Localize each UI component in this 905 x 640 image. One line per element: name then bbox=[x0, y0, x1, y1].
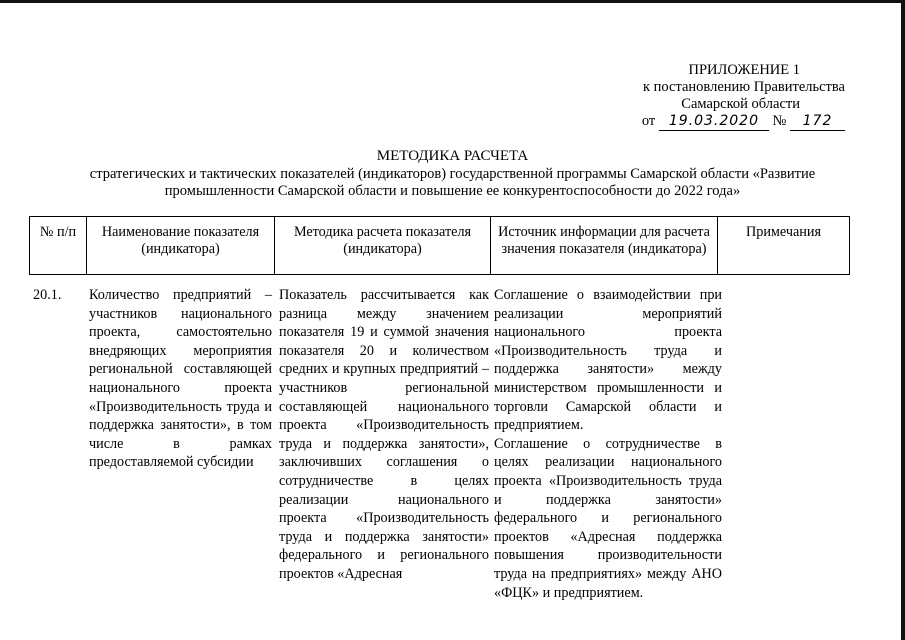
row-calculation-method: Показатель рассчитывается как разница между значением показателя 19 и суммой значения показателя 20 и количеством средних и крупных предприятий – участников региональной составляющей национального проекта «Производительность труда и поддержка занятости», заключивших соглашения о сотрудничестве в целях реализации национального проекта «Производительность труда и поддержка занятости» федерального и регионального проектов «Адресная bbox=[279, 287, 489, 582]
document-heading bbox=[40, 148, 865, 200]
row-number: 20.1. bbox=[33, 287, 62, 303]
document-subtitle-line2: промышленности Самарской области и повышение ее конкурентоспособности до 2022 года» bbox=[164, 183, 741, 199]
row-indicator-name: Количество предприятий – участников национального проекта, самостоятельно внедряющих мероприятия региональной составляющей национального проекта «Производительность труда и поддержка занятости», в том числе в рамках предоставляемой субсидии bbox=[89, 287, 272, 471]
document-subtitle-line1: стратегических и тактических показателей (индикаторов) государственной программы Самарской области «Развитие bbox=[89, 166, 816, 182]
header-name: Наименование показателя (индикатора) bbox=[87, 217, 275, 275]
header-notes: Примечания bbox=[718, 217, 850, 275]
appendix-line-resolution: к постановлению Правительства bbox=[643, 79, 845, 95]
handwritten-date: 19.03.2020 bbox=[659, 113, 769, 131]
header-num: № п/п bbox=[30, 217, 87, 275]
appendix-block bbox=[595, 62, 845, 131]
scan-border-right bbox=[901, 0, 905, 640]
document-title: МЕТОДИКА РАСЧЕТА bbox=[376, 148, 529, 164]
indicator-table-header bbox=[29, 216, 850, 275]
appendix-line-region: Самарской области bbox=[681, 96, 800, 112]
header-source: Источник информации для расчета значения показателя (индикатора) bbox=[491, 217, 718, 275]
appendix-date-line bbox=[595, 113, 845, 131]
table-header-row bbox=[30, 217, 850, 275]
source-paragraph-2: Соглашение о сотрудничестве в целях реализации национального проекта «Производительность труда и поддержка занятости» федерального и регионального проектов «Адресная поддержка повышения производительности труда на предприятиях» между АНО «ФЦК» и предприятием. bbox=[494, 435, 722, 601]
number-sign: № bbox=[772, 113, 787, 129]
source-paragraph-1: Соглашение о взаимодействии при реализации мероприятий национального проекта «Производительность труда и поддержка занятости» между министерством промышленности и торговли Самарской области и предприятием. bbox=[494, 287, 722, 434]
row-information-source bbox=[494, 286, 722, 602]
handwritten-number: 172 bbox=[790, 113, 845, 131]
scan-border-top bbox=[0, 0, 905, 3]
date-prefix: от bbox=[641, 113, 656, 129]
header-method: Методика расчета показателя (индикатора) bbox=[275, 217, 491, 275]
appendix-title: ПРИЛОЖЕНИЕ 1 bbox=[688, 62, 800, 78]
